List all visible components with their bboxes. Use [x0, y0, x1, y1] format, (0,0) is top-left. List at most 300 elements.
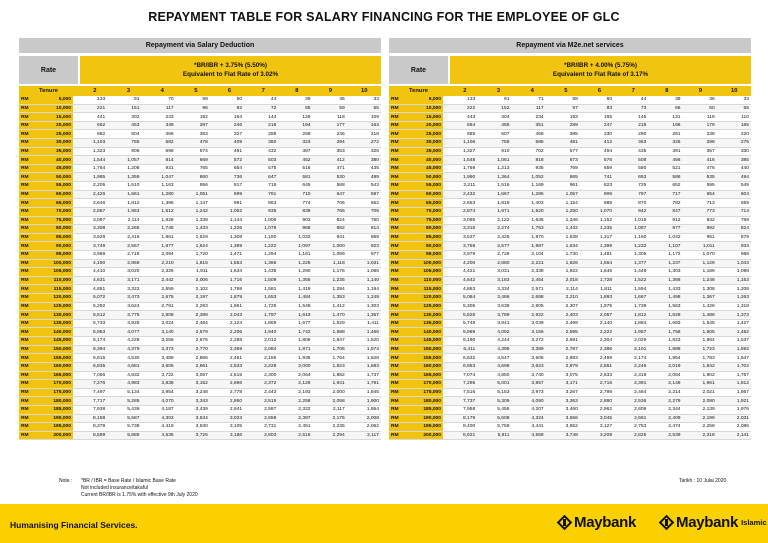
- repayment-cell: 7,516: [443, 388, 477, 397]
- repayment-cell: 3,954: [141, 388, 175, 397]
- repayment-cell: 1,232: [614, 242, 648, 251]
- repayment-cell: 288: [244, 130, 278, 139]
- amount-cell: 90,000: [34, 242, 73, 251]
- amount-cell: 175,000: [404, 388, 443, 397]
- repayment-cell: 2,304: [580, 337, 614, 346]
- table-row: [389, 130, 751, 139]
- repayment-cell: 7,717: [73, 397, 107, 406]
- repayment-cell: 1,399: [580, 242, 614, 251]
- repayment-cell: 152: [477, 104, 511, 113]
- repayment-cell: 935: [511, 164, 545, 173]
- repayment-cell: 5,587: [107, 414, 141, 423]
- repayment-cell: 1,364: [477, 173, 511, 182]
- repayment-cell: 2,536: [614, 397, 648, 406]
- repayment-cell: 1,052: [511, 173, 545, 182]
- repayment-cell: 3,023: [210, 414, 244, 423]
- repayment-cell: 2,653: [443, 199, 477, 208]
- repayment-cell: 4,379: [107, 345, 141, 354]
- currency-cell: RM: [19, 147, 34, 156]
- amount-cell: 110,000: [404, 276, 443, 285]
- table-row: [389, 431, 751, 440]
- repayment-cell: 50: [210, 96, 244, 104]
- repayment-cell: 360: [244, 139, 278, 148]
- repayment-cell: 3,775: [107, 311, 141, 320]
- amount-cell: 60,000: [404, 190, 443, 199]
- amount-cell: 120,000: [404, 294, 443, 303]
- amount-cell: 20,000: [34, 121, 73, 130]
- repayment-cell: 2,425: [477, 233, 511, 242]
- table-row: [389, 173, 751, 182]
- repayment-cell: 1,963: [107, 207, 141, 216]
- repayment-cell: 1,015: [614, 216, 648, 225]
- repayment-cell: 1,327: [443, 147, 477, 156]
- salary-deduction-heading: Repayment via Salary Deduction: [19, 38, 381, 53]
- repayment-cell: 3,460: [546, 405, 580, 414]
- repayment-cell: 8,158: [73, 414, 107, 423]
- year-header: 8: [295, 88, 299, 94]
- amount-cell: 130,000: [404, 311, 443, 320]
- repayment-cell: 1,823: [313, 362, 347, 371]
- repayment-cell: 8,400: [443, 423, 477, 432]
- repayment-cell: 1,574: [347, 345, 381, 354]
- repayment-cell: 968: [278, 225, 312, 234]
- repayment-cell: 717: [648, 190, 682, 199]
- repayment-cell: 2,442: [141, 276, 175, 285]
- repayment-cell: 2,696: [210, 380, 244, 389]
- repayment-cell: 582: [141, 139, 175, 148]
- repayment-cell: 1,594: [614, 285, 648, 294]
- repayment-cell: 330: [717, 147, 751, 156]
- repayment-cell: 1,634: [546, 242, 580, 251]
- repayment-cell: 2,018: [546, 276, 580, 285]
- repayment-cell: 456: [648, 156, 682, 165]
- repayment-cell: 3,140: [141, 328, 175, 337]
- repayment-cell: 3,171: [107, 276, 141, 285]
- repayment-cell: 2,609: [614, 405, 648, 414]
- repayment-cell: 1,250: [546, 207, 580, 216]
- repayment-cell: 452: [278, 156, 312, 165]
- year-header: 2: [93, 88, 97, 94]
- table-row: [19, 225, 381, 234]
- repayment-cell: 4,207: [511, 405, 545, 414]
- repayment-cell: 1,706: [313, 345, 347, 354]
- repayment-cell: 1,318: [717, 302, 751, 311]
- repayment-cell: 327: [210, 130, 244, 139]
- repayment-cell: 1,403: [511, 199, 545, 208]
- repayment-cell: 144: [244, 113, 278, 122]
- table-row: [389, 139, 751, 148]
- repayment-cell: 2,139: [683, 405, 717, 414]
- table-row: [389, 405, 751, 414]
- repayment-cell: 2,300: [244, 371, 278, 380]
- repayment-cell: 2,388: [176, 311, 210, 320]
- amount-cell: 165,000: [34, 371, 73, 380]
- repayment-cell: 577: [546, 147, 580, 156]
- currency-cell: RM: [389, 423, 404, 432]
- repayment-cell: 1,815: [176, 259, 210, 268]
- amount-cell: 60,000: [34, 190, 73, 199]
- repayment-cell: 664: [443, 121, 477, 130]
- repayment-cell: 33: [347, 96, 381, 104]
- repayment-cell: 380: [347, 156, 381, 165]
- table-row: [19, 311, 381, 320]
- repayment-cell: 1,118: [313, 259, 347, 268]
- repayment-cell: 1,051: [176, 190, 210, 199]
- repayment-cell: 3,272: [511, 337, 545, 346]
- repayment-cell: 2,322: [278, 405, 312, 414]
- repayment-cell: 1,098: [717, 268, 751, 277]
- repayment-cell: 3,941: [477, 319, 511, 328]
- repayment-cell: 1,758: [648, 328, 682, 337]
- table-row: [389, 345, 751, 354]
- currency-cell: RM: [19, 302, 34, 311]
- repayment-cell: 3,127: [580, 423, 614, 432]
- currency-cell: RM: [19, 113, 34, 122]
- repayment-cell: 453: [107, 121, 141, 130]
- repayment-cell: 1,357: [347, 311, 381, 320]
- table-row: [19, 216, 381, 225]
- repayment-cell: 4,536: [141, 431, 175, 440]
- repayment-cell: 441: [73, 113, 107, 122]
- repayment-cell: 1,522: [614, 276, 648, 285]
- repayment-cell: 435: [347, 164, 381, 173]
- currency-cell: RM: [19, 354, 34, 363]
- amount-cell: 30,000: [404, 139, 443, 148]
- repayment-cell: 91: [107, 96, 141, 104]
- repayment-cell: 1,097: [278, 242, 312, 251]
- repayment-cell: 1,940: [244, 328, 278, 337]
- repayment-cell: 3,624: [107, 302, 141, 311]
- repayment-cell: 1,470: [313, 311, 347, 320]
- repayment-cell: 2,770: [176, 345, 210, 354]
- currency-cell: RM: [19, 199, 34, 208]
- repayment-cell: 535: [683, 173, 717, 182]
- repayment-cell: 2,057: [580, 311, 614, 320]
- repayment-cell: 1,553: [210, 259, 244, 268]
- repayment-cell: 287: [176, 121, 210, 130]
- repayment-cell: 2,469: [580, 354, 614, 363]
- currency-cell: RM: [389, 113, 404, 122]
- repayment-cell: 129: [278, 113, 312, 122]
- currency-cell: RM: [19, 431, 34, 440]
- repayment-cell: 2,866: [176, 354, 210, 363]
- amount-cell: 175,000: [34, 388, 73, 397]
- table-row: [389, 285, 751, 294]
- repayment-cell: 1,438: [244, 268, 278, 277]
- amount-cell: 45,000: [34, 164, 73, 173]
- repayment-cell: 3,389: [511, 345, 545, 354]
- repayment-cell: 4,324: [511, 414, 545, 423]
- table-row: [19, 147, 381, 156]
- repayment-cell: 196: [648, 121, 682, 130]
- repayment-cell: 1,871: [278, 345, 312, 354]
- amount-cell: 170,000: [404, 380, 443, 389]
- amount-cell: 105,000: [404, 268, 443, 277]
- repayment-cell: 4,851: [73, 285, 107, 294]
- repayment-cell: 3,979: [443, 250, 477, 259]
- repayment-cell: 669: [176, 156, 210, 165]
- table-row: [389, 380, 751, 389]
- repayment-cell: 3,363: [546, 397, 580, 406]
- year-header: 7: [631, 88, 635, 94]
- amount-cell: 70,000: [404, 207, 443, 216]
- repayment-cell: 2,124: [210, 319, 244, 328]
- repayment-cell: 977: [347, 250, 381, 259]
- repayment-cell: 1,144: [210, 216, 244, 225]
- repayment-cell: 659: [580, 164, 614, 173]
- repayment-cell: 3,926: [107, 319, 141, 328]
- amount-cell: 70,000: [34, 207, 73, 216]
- amount-cell: 160,000: [34, 362, 73, 371]
- repayment-cell: 1,720: [176, 250, 210, 259]
- repayment-cell: 652: [347, 199, 381, 208]
- currency-cell: RM: [19, 397, 34, 406]
- repayment-cell: 1,249: [347, 294, 381, 303]
- repayment-cell: 2,114: [546, 285, 580, 294]
- amount-cell: 115,000: [34, 285, 73, 294]
- amount-cell: 50,000: [34, 173, 73, 182]
- repayment-cell: 1,346: [546, 216, 580, 225]
- repayment-cell: 1,893: [580, 294, 614, 303]
- repayment-cell: 2,551: [580, 362, 614, 371]
- table-row: [19, 337, 381, 346]
- currency-cell: RM: [19, 156, 34, 165]
- amount-cell: 30,000: [34, 139, 73, 148]
- currency-cell: RM: [389, 96, 404, 104]
- repayment-cell: 2,258: [278, 397, 312, 406]
- amount-cell: 25,000: [34, 130, 73, 139]
- year-header: 2: [463, 88, 467, 94]
- repayment-cell: 2,716: [580, 380, 614, 389]
- repayment-cell: 3,556: [546, 414, 580, 423]
- repayment-cell: 218: [614, 121, 648, 130]
- repayment-cell: 6,853: [443, 362, 477, 371]
- year-header: 3: [496, 88, 501, 94]
- amount-cell: 195,000: [404, 423, 443, 432]
- table-row: [389, 311, 751, 320]
- repayment-cell: 8,599: [73, 431, 107, 440]
- repayment-cell: 2,149: [648, 380, 682, 389]
- repayment-cell: 466: [141, 130, 175, 139]
- repayment-cell: 1,911: [176, 268, 210, 277]
- repayment-cell: 1,498: [648, 294, 682, 303]
- repayment-cell: 1,368: [648, 276, 682, 285]
- repayment-cell: 1,353: [313, 294, 347, 303]
- repayment-cell: 3,105: [210, 423, 244, 432]
- repayment-cell: 1,057: [107, 156, 141, 165]
- currency-cell: RM: [389, 311, 404, 320]
- repayment-cell: 1,042: [648, 233, 682, 242]
- repayment-cell: 1,613: [278, 311, 312, 320]
- repayment-cell: 647: [313, 190, 347, 199]
- repayment-cell: 1,043: [717, 259, 751, 268]
- repayment-cell: 192: [176, 113, 210, 122]
- repayment-cell: 117: [511, 104, 545, 113]
- repayment-cell: 823: [580, 182, 614, 191]
- repayment-cell: 3,095: [443, 216, 477, 225]
- repayment-cell: 782: [648, 199, 682, 208]
- repayment-cell: 3,343: [176, 397, 210, 406]
- amount-cell: 20,000: [404, 121, 443, 130]
- repayment-cell: 1,975: [580, 302, 614, 311]
- amount-cell: 155,000: [404, 354, 443, 363]
- repayment-cell: 412: [580, 139, 614, 148]
- repayment-cell: 1,355: [278, 276, 312, 285]
- repayment-cell: 1,303: [648, 268, 682, 277]
- repayment-cell: 2,675: [176, 337, 210, 346]
- repayment-cell: 1,757: [717, 371, 751, 380]
- repayment-cell: 4,530: [107, 354, 141, 363]
- repayment-cell: 769: [717, 216, 751, 225]
- repayment-cell: 1,764: [313, 354, 347, 363]
- currency-cell: RM: [389, 233, 404, 242]
- repayment-cell: 1,990: [443, 173, 477, 182]
- flat-rate: Equivalent to Flat Rate of 3.02%: [182, 71, 279, 78]
- repayment-cell: 2,307: [546, 302, 580, 311]
- repayment-cell: 1,006: [244, 216, 278, 225]
- table-row: [389, 371, 751, 380]
- repayment-cell: 177: [313, 121, 347, 130]
- repayment-cell: 2,062: [347, 423, 381, 432]
- repayment-cell: 2,432: [443, 190, 477, 199]
- repayment-cell: 2,021: [683, 388, 717, 397]
- repayment-cell: 2,064: [278, 371, 312, 380]
- repayment-cell: 91: [477, 96, 511, 104]
- repayment-cell: 1,742: [278, 328, 312, 337]
- repayment-cell: 3,623: [511, 362, 545, 371]
- currency-cell: RM: [389, 104, 404, 113]
- repayment-cell: 741: [580, 173, 614, 182]
- repayment-cell: 44: [244, 96, 278, 104]
- repayment-cell: 1,716: [210, 276, 244, 285]
- repayment-cell: 1,737: [347, 371, 381, 380]
- repayment-cell: 1,512: [141, 207, 175, 216]
- maybank-logo: [558, 513, 636, 531]
- repayment-cell: 725: [614, 182, 648, 191]
- repayment-cell: 869: [347, 233, 381, 242]
- repayment-cell: 234: [511, 113, 545, 122]
- table-row: [389, 164, 751, 173]
- repayment-cell: 4,421: [443, 268, 477, 277]
- repayment-cell: 2,117: [313, 405, 347, 414]
- repayment-cell: 2,474: [648, 423, 682, 432]
- repayment-cell: 2,029: [614, 337, 648, 346]
- repayment-cell: 8,379: [73, 423, 107, 432]
- repayment-cell: 3,152: [176, 380, 210, 389]
- repayment-cell: 1,725: [244, 302, 278, 311]
- repayment-cell: 698: [141, 147, 175, 156]
- repayment-cell: 1,592: [717, 345, 751, 354]
- table-row: [19, 242, 381, 251]
- table-row: [19, 380, 381, 389]
- repayment-cell: 1,647: [313, 337, 347, 346]
- repayment-cell: 2,874: [443, 207, 477, 216]
- rate-formula: *BR/IBR + 4.00% (5.75%): [564, 62, 637, 69]
- repayment-cell: 2,688: [511, 294, 545, 303]
- amount-cell: 170,000: [34, 380, 73, 389]
- repayment-cell: 55: [347, 104, 381, 113]
- repayment-cell: 2,338: [511, 268, 545, 277]
- repayment-cell: 3,316: [443, 225, 477, 234]
- repayment-cell: 3,749: [73, 242, 107, 251]
- repayment-cell: 163: [347, 121, 381, 130]
- repayment-cell: 1,032: [278, 233, 312, 242]
- repayment-cell: 1,811: [580, 285, 614, 294]
- repayment-cell: 218: [347, 130, 381, 139]
- repayment-cell: 3,506: [511, 354, 545, 363]
- repayment-cell: 1,826: [546, 259, 580, 268]
- table-row: [19, 397, 381, 406]
- repayment-cell: 1,303: [347, 302, 381, 311]
- repayment-cell: 2,533: [210, 362, 244, 371]
- repayment-cell: 3,758: [443, 242, 477, 251]
- repayment-cell: 1,791: [347, 380, 381, 389]
- amount-cell: 75,000: [404, 216, 443, 225]
- year-header: 3: [126, 88, 131, 94]
- repayment-cell: 2,922: [511, 311, 545, 320]
- table-row: [389, 388, 751, 397]
- repayment-cell: 2,197: [176, 294, 210, 303]
- repayment-cell: 39: [278, 96, 312, 104]
- repayment-cell: 580: [614, 164, 648, 173]
- amount-cell: 50,000: [404, 173, 443, 182]
- repayment-cell: 2,193: [278, 388, 312, 397]
- repayment-cell: 443: [443, 113, 477, 122]
- currency-cell: RM: [389, 130, 404, 139]
- repayment-cell: 1,308: [210, 233, 244, 242]
- repayment-cell: 899: [210, 190, 244, 199]
- repayment-cell: 2,008: [347, 414, 381, 423]
- repayment-cell: 2,101: [614, 345, 648, 354]
- amount-cell: 95,000: [34, 250, 73, 259]
- repayment-cell: 6,190: [443, 337, 477, 346]
- repayment-cell: 2,391: [614, 380, 648, 389]
- currency-cell: RM: [389, 414, 404, 423]
- repayment-cell: 719: [244, 182, 278, 191]
- repayment-cell: 247: [580, 121, 614, 130]
- repayment-cell: 3,652: [546, 423, 580, 432]
- currency-cell: RM: [19, 216, 34, 225]
- repayment-cell: 508: [614, 156, 648, 165]
- repayment-cell: 133: [443, 96, 477, 104]
- repayment-cell: 1,486: [683, 311, 717, 320]
- repayment-cell: 246: [210, 121, 244, 130]
- table-row: [389, 414, 751, 423]
- repayment-cell: 66: [648, 104, 682, 113]
- repayment-cell: 194: [278, 121, 312, 130]
- repayment-cell: 36: [683, 96, 717, 104]
- repayment-cell: 1,548: [278, 302, 312, 311]
- repayment-cell: 1,248: [683, 276, 717, 285]
- repayment-cell: 2,409: [648, 414, 682, 423]
- repayment-cell: 6,615: [73, 354, 107, 363]
- notes: [59, 478, 198, 499]
- table-row: [19, 319, 381, 328]
- repayment-cell: 595: [683, 182, 717, 191]
- repayment-cell: 3,045: [580, 414, 614, 423]
- table-row: [19, 259, 381, 268]
- repayment-cell: 2,728: [477, 250, 511, 259]
- table-row: [389, 199, 751, 208]
- repayment-cell: 2,681: [614, 414, 648, 423]
- repayment-cell: 330: [580, 130, 614, 139]
- repayment-cell: 5,969: [443, 328, 477, 337]
- repayment-cell: 714: [717, 207, 751, 216]
- repayment-cell: 1,869: [244, 319, 278, 328]
- rate-label: Rate: [389, 56, 448, 84]
- repayment-cell: 2,718: [107, 250, 141, 259]
- table-row: [19, 121, 381, 130]
